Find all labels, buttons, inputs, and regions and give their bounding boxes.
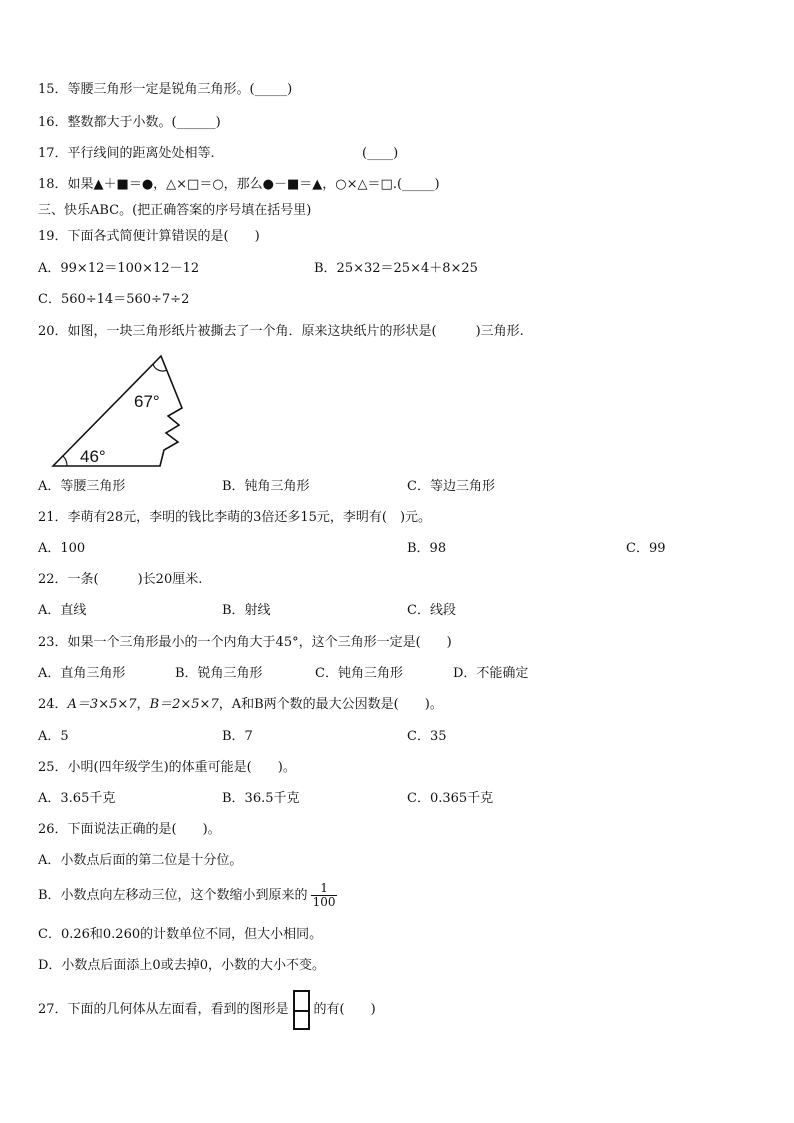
q21-option-c: C．99 [626,541,666,556]
q22-stem: 22．一条( )长20厘米. [38,572,203,587]
q25-option-c: C．0.365千克 [407,791,494,806]
one-hundredth-fraction [311,882,338,909]
q20-stem: 20．如图，一块三角形纸片被撕去了一个角．原来这块纸片的形状是( )三角形. [38,324,524,339]
section3-heading: 三、快乐ABC。(把正确答案的序号填在括号里) [38,203,312,218]
q27-stem-after: 的有( ) [313,1002,376,1017]
q15-line: 15．等腰三角形一定是锐角三角形。(_____) [38,82,293,97]
torn-triangle-figure [50,352,190,470]
q23-option-a: A．直角三角形 [38,666,126,681]
q24-stem [38,697,443,713]
q19-option-b: B．25×32＝25×4＋8×25 [314,261,478,276]
q21-option-b: B．98 [407,541,447,556]
q18-line: 18．如果▲＋■＝●，△×□＝○，那么●－■＝▲，○×△＝□.(_____) [38,177,440,192]
q23-option-b: B．锐角三角形 [175,666,263,681]
q21-option-a: A．100 [38,541,86,556]
q24-expr-a: A＝3×5×7 [67,697,137,712]
q16-line: 16．整数都大于小数。(______) [38,115,221,130]
angle-label-left: 46° [80,447,106,466]
q22-option-a: A．直线 [38,603,87,618]
q26-option-b-text: B．小数点向左移动三位，这个数缩小到原来的 [38,888,308,903]
angle-label-top: 67° [134,392,160,411]
q23-option-d: D．不能确定 [453,666,529,681]
q26-option-b [38,881,337,911]
q20-option-b: B．钝角三角形 [222,479,310,494]
q24-tail: ，A和B两个数的最大公因数是( )。 [218,697,443,712]
q17-blank: (____) [362,146,399,161]
q20-option-a: A．等腰三角形 [38,479,126,494]
q25-option-a: A．3.65千克 [38,791,116,806]
q24-option-c: C．35 [407,729,447,744]
q27-stem [38,988,376,1032]
q23-option-c: C．钝角三角形 [315,666,403,681]
q23-stem: 23．如果一个三角形最小的一个内角大于45°，这个三角形一定是( ) [38,635,452,650]
q19-option-a: A．99×12＝100×12－12 [38,261,200,276]
q24-option-a: A．5 [38,729,69,744]
q22-option-c: C．线段 [407,603,456,618]
q17-text: 17．平行线间的距离处处相等. [38,146,215,161]
q24-number: 24． [38,697,68,712]
fraction-numerator: 1 [320,881,328,895]
q27-stem-before: 27．下面的几何体从左面看，看到的图形是 [38,1002,289,1017]
stacked-squares-figure [293,990,310,1030]
fraction-denominator: 100 [312,895,336,909]
q22-option-b: B．射线 [222,603,271,618]
q24-sep: ， [136,697,150,712]
q26-stem: 26．下面说法正确的是( )。 [38,822,221,837]
q17-line [38,146,215,162]
q26-option-a: A．小数点后面的第二位是十分位。 [38,853,243,868]
q26-option-d: D．小数点后面添上0或去掉0，小数的大小不变。 [38,958,325,973]
q20-option-c: C．等边三角形 [407,479,495,494]
triangle-outline [53,356,182,466]
angle-arc-left [63,456,67,466]
q24-option-b: B．7 [222,729,253,744]
q19-stem: 19．下面各式简便计算错误的是( ) [38,229,260,244]
q19-option-c: C．560÷14＝560÷7÷2 [38,292,190,307]
q26-option-c: C．0.26和0.260的计数单位不同，但大小相同。 [38,927,323,942]
q25-stem: 25．小明(四年级学生)的体重可能是( )。 [38,760,296,775]
q24-expr-b: B＝2×5×7 [149,697,219,712]
q25-option-b: B．36.5千克 [222,791,300,806]
q21-stem: 21．李萌有28元，李明的钱比李萌的3倍还多15元，李明有( )元。 [38,510,432,525]
